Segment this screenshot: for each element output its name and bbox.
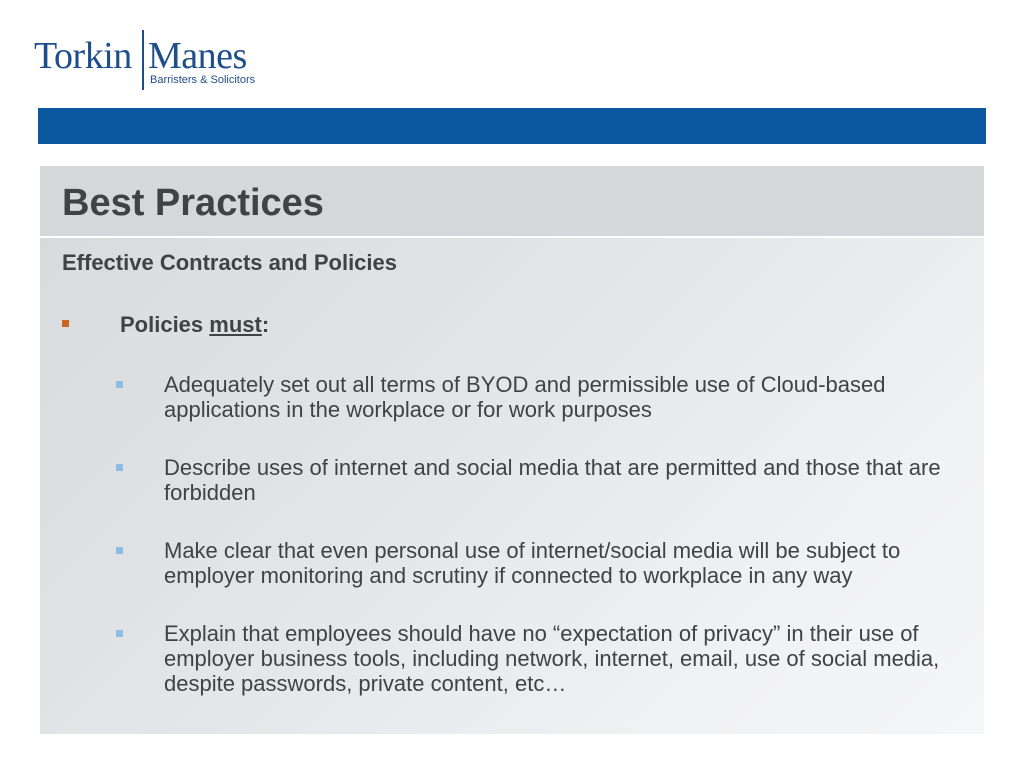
sub-bullet-text: Make clear that even personal use of internet/social media will be subject to employer monitoring and scrutiny if connected to workplace in any way (164, 538, 901, 588)
blue-square-bullet-icon (116, 464, 123, 471)
main-bullet-emphasis: must (209, 312, 262, 337)
logo-divider (142, 30, 144, 90)
logo-word-manes: Manes (148, 35, 247, 77)
sub-bullet-item (112, 455, 972, 505)
sub-bullet-text: Adequately set out all terms of BYOD and permissible use of Cloud-based applications in the workplace or for work purposes (164, 372, 886, 422)
sub-bullet-item (112, 621, 972, 696)
main-bullet-suffix: : (261, 312, 270, 337)
blue-square-bullet-icon (116, 381, 123, 388)
slide-title: Best Practices (62, 182, 324, 224)
sub-bullet-item (112, 538, 972, 588)
slide-subtitle: Effective Contracts and Policies (62, 250, 397, 275)
logo-word-torkin: Torkin (34, 35, 132, 77)
logo-tagline: Barristers & Solicitors (150, 74, 256, 86)
header-blue-bar (38, 108, 986, 144)
main-bullet-text (120, 312, 269, 338)
main-bullet-prefix: Policies (120, 312, 210, 337)
sub-bullet-text: Explain that employees should have no “expectation of privacy” in their use of employer business tools, including network, internet, email, use of social media, despite passwords, private content, etc… (164, 621, 940, 696)
blue-square-bullet-icon (116, 630, 123, 637)
blue-square-bullet-icon (116, 547, 123, 554)
sub-bullet-list (112, 372, 972, 729)
orange-square-bullet-icon (62, 320, 69, 327)
sub-bullet-item (112, 372, 972, 422)
sub-bullet-text: Describe uses of internet and social media that are permitted and those that are forbidden (164, 455, 941, 505)
slide-content-panel (40, 166, 984, 734)
title-band (40, 166, 984, 238)
